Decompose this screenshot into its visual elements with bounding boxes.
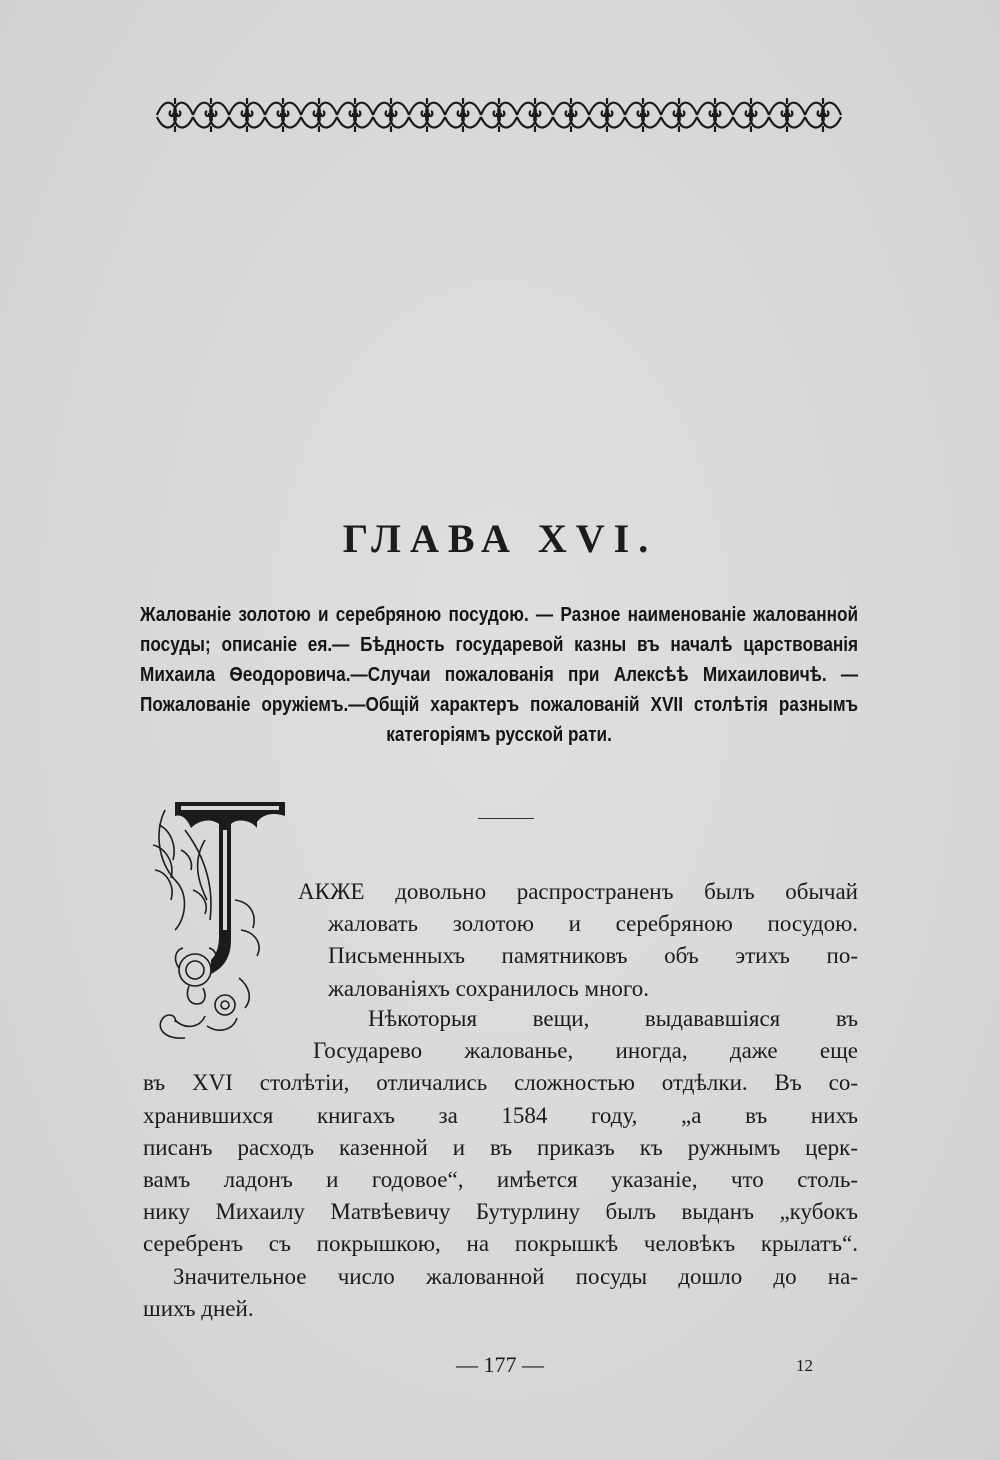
paragraph-1-line: жаловать золотою и серебряною посудою. — [328, 911, 858, 937]
signature-mark: 12 — [796, 1356, 813, 1375]
chapter-summary: Жалованіе золотою и серебряною посудою. — Разное наименованіе жалованной посуды; описаніе ея.— Бѣдность государевой казны въ началѣ царствованія Михаила Ѳеодоровича.—Случаи пожалованія при Алексѣѣ Михаиловичѣ. — Пожалованіе оружіемъ.—Общій характеръ пожалованій XVII столѣтія разнымъ категоріямъ русской рати. — [140, 604, 859, 746]
page-number: — 177 — — [456, 1352, 544, 1377]
paragraph-1-line: жалованіяхъ сохранилось много. — [328, 975, 650, 1001]
section-divider — [478, 818, 534, 819]
paragraph-2 — [143, 1003, 858, 1325]
paragraph-2-line: Государево жалованье, иногда, даже еще — [313, 1038, 858, 1064]
paragraph-2-line: Нѣкоторыя вещи, выдававшіяся въ — [368, 1006, 858, 1031]
paragraph-1-line: АКЖЕ довольно распространенъ былъ обычай — [298, 879, 858, 904]
paragraph-2-line: въ XVI столѣтіи, отличались сложностью отдѣлки. Въ со- — [143, 1070, 858, 1096]
paragraph-1 — [298, 876, 858, 1005]
paragraph-2-line: хранившихся книгахъ за 1584 году, „а въ нихъ — [143, 1102, 858, 1128]
paragraph-2-line: писанъ расходъ казенной и въ приказъ къ ружнымъ церк- — [143, 1134, 858, 1160]
chapter-title: ГЛАВА XVI. — [342, 516, 658, 561]
paragraph-2-line: вамъ ладонъ и годовое“, имѣется указаніе, что столь- — [143, 1167, 858, 1193]
paragraph-2-line: серебренъ съ покрышкою, на покрышкѣ человѣкъ крылатъ“. — [143, 1231, 858, 1257]
paragraph-1-line: Письменныхъ памятниковъ объ этихъ по- — [328, 943, 858, 969]
paragraph-2-line: нику Михаилу Матвѣевичу Бутурлину былъ выданъ „кубокъ — [143, 1199, 858, 1225]
paragraph-2-line: Значительное число жалованной посуды дошло до на- — [173, 1263, 858, 1289]
header-ornament — [140, 96, 858, 134]
paragraph-2-line: шихъ дней. — [143, 1295, 254, 1321]
